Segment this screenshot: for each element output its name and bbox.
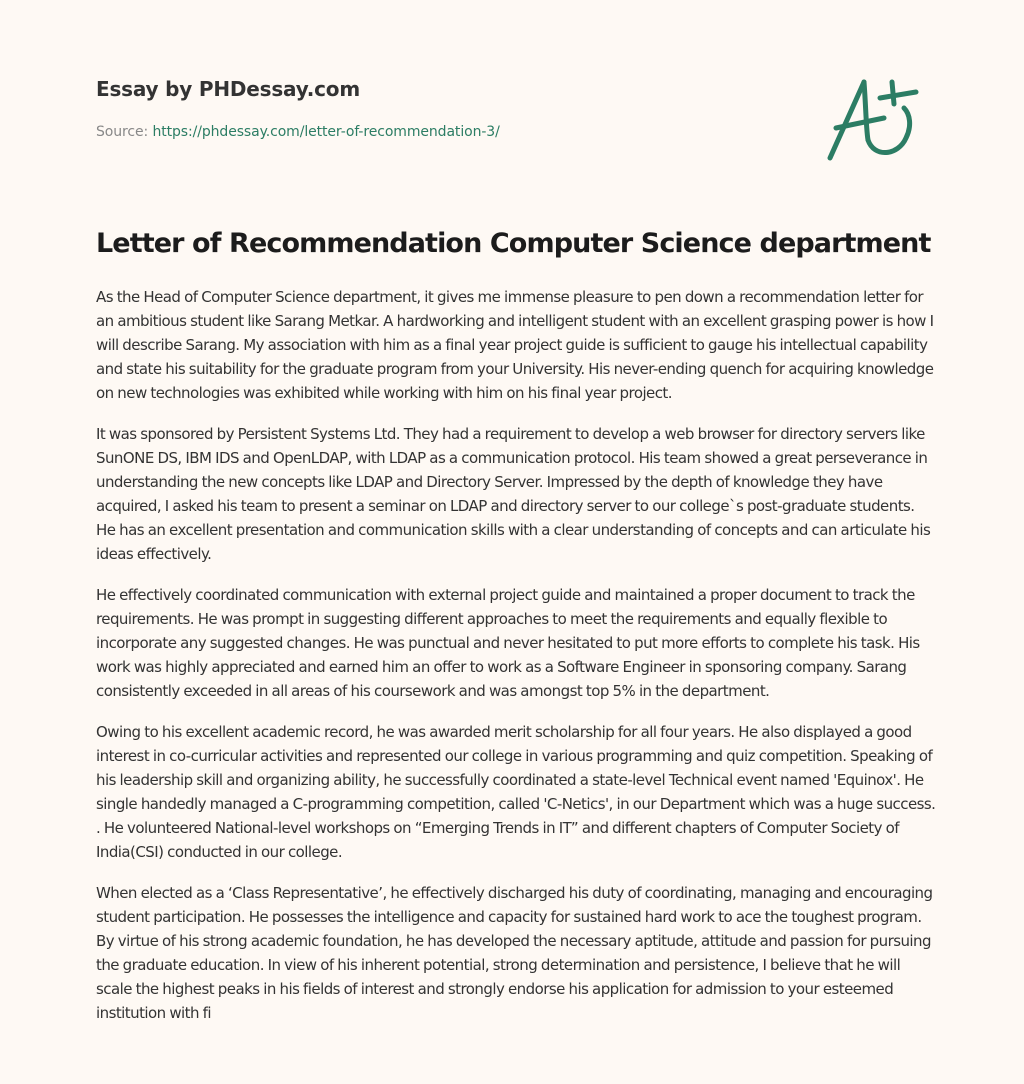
- site-title: Essay by PHDessay.com: [96, 77, 360, 101]
- paragraph: He effectively coordinated communication with external project guide and maintained a proper document to track the requirements. He was prompt in suggesting different approaches to meet the requirements and equally flexible to incorporate any suggested changes. He was punctual and never hesitated to put more efforts to complete his task. His work was highly appreciated and earned him an offer to work as a Software Engineer in sponsoring company. Sarang consistently exceeded in all areas of his coursework and was amongst top 5% in the department.: [96, 586, 920, 700]
- paragraph: Owing to his excellent academic record, he was awarded merit scholarship for all four years. He also displayed a good interest in co-curricular activities and represented our college in various programming and quiz competition. Speaking of his leadership skill and organizing ability, he successfully coordinated a state-level Technical event named 'Equinox'. He single handedly managed a C-programming competition, called 'C-Netics', in our Department which was a huge success. . He volunteered National-level workshops on “Emerging Trends in IT” and different chapters of Computer Society of India(CSI) conducted in our college.: [96, 723, 936, 861]
- source-line: [96, 122, 936, 142]
- paragraph: It was sponsored by Persistent Systems Ltd. They had a requirement to develop a web browser for directory servers like SunONE DS, IBM IDS and OpenLDAP, with LDAP as a communication protocol. His team showed a great perseverance in understanding the new concepts like LDAP and Directory Server. Impressed by the depth of knowledge they have acquired, I asked his team to present a seminar on LDAP and directory server to our college`s post-graduate students. He has an excellent presentation and communication skills with a clear understanding of concepts and can articulate his ideas effectively.: [96, 425, 931, 563]
- page-header: [96, 74, 936, 142]
- a-plus-grade-icon: [822, 68, 932, 168]
- paragraph: As the Head of Computer Science department, it gives me immense pleasure to pen down a recommendation letter for an ambitious student like Sarang Metkar. A hardworking and intelligent student with an excellent grasping power is how I will describe Sarang. My association with him as a final year project guide is sufficient to gauge his intellectual capability and state his suitability for the graduate program from your University. His never-ending quench for acquiring knowledge on new technologies was exhibited while working with him on his final year project.: [96, 288, 934, 402]
- document-body: [96, 285, 936, 1042]
- paragraph: When elected as a ‘Class Representative’, he effectively discharged his duty of coordinating, managing and encouraging student participation. He possesses the intelligence and capacity for sustained hard work to ace the toughest program. By virtue of his strong academic foundation, he has developed the necessary aptitude, attitude and passion for pursuing the graduate education. In view of his inherent potential, strong determination and persistence, I believe that he will scale the highest peaks in his fields of interest and strongly endorse his application for admission to your esteemed institution with fi: [96, 884, 933, 1022]
- document-title: Letter of Recommendation Computer Science department: [96, 228, 931, 259]
- source-link[interactable]: https://phdessay.com/letter-of-recommendation-3/: [152, 124, 500, 140]
- source-label: Source:: [96, 124, 149, 140]
